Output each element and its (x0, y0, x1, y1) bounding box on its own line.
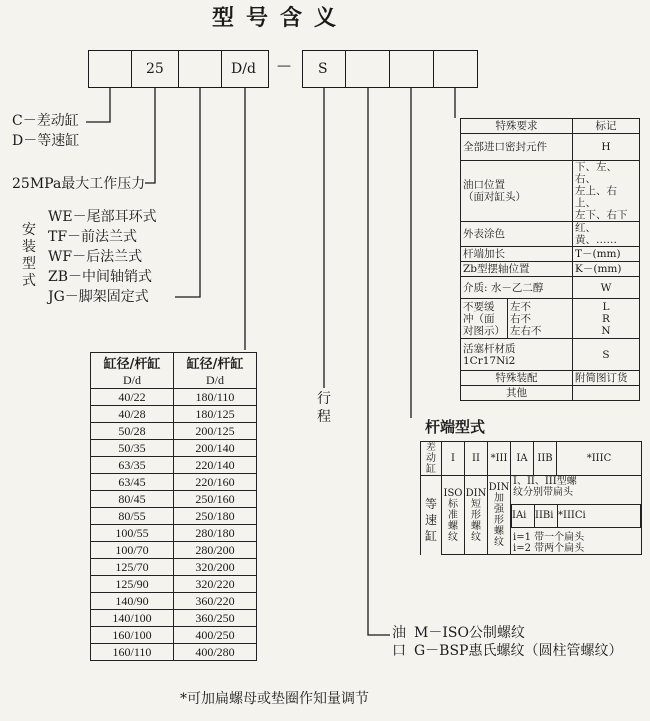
table-row: 100/55 280/180 (91, 525, 257, 542)
mount-item-wf: WF－后法兰式 (48, 249, 143, 265)
row-inlet: 全部进口密封元件 (461, 134, 573, 161)
footnote: *可加扁螺母或垫圈作知量调节 (180, 691, 369, 707)
table-row: 80/45 250/160 (91, 491, 257, 508)
row-cushion: 不要缓 冲（面 对图示） (461, 299, 508, 339)
table-row: 50/28 200/125 (91, 423, 257, 440)
pressure-label: 25MPa最大工作压力 (12, 176, 146, 192)
row-port-position: 油口位置 （面对缸头） (461, 161, 573, 222)
stroke-label-2: 程 (317, 409, 331, 425)
row-assembly: 特殊装配 (461, 371, 573, 386)
model-box-5: S (302, 50, 346, 88)
page-title: 型号含义 (212, 6, 349, 31)
table-row: 125/90 320/220 (91, 576, 257, 593)
type-d-label: D－等速缸 (12, 133, 80, 149)
diff-cylinder-label: 差 动 缸 (421, 442, 442, 476)
row-paint: 外表涂色 (461, 222, 573, 247)
rod-end-title: 杆端型式 (425, 418, 486, 436)
mount-item-tf: TF－前法兰式 (48, 229, 138, 245)
stroke-label-1: 行 (317, 391, 331, 407)
table-row: 40/22 180/110 (91, 389, 257, 406)
table-row: 63/45 220/160 (91, 474, 257, 491)
row-zb-position: Zb型摆轴位置 (461, 262, 573, 277)
type-c-label: C－差动缸 (12, 113, 79, 129)
table-row: 160/110 400/280 (91, 644, 257, 661)
bore-header-2: 缸径/杆缸 (174, 353, 257, 373)
row-rod-extension: 杆端加长 (461, 247, 573, 262)
model-dash: — (277, 58, 291, 74)
mount-item-zb: ZB－中间轴销式 (48, 269, 153, 285)
oil-port-m: M－ISO公制螺纹 (414, 625, 525, 641)
table-row: 50/35 200/140 (91, 440, 257, 457)
model-box-4: D/d (221, 50, 269, 88)
table-row: 100/70 280/200 (91, 542, 257, 559)
table-row: 160/100 400/250 (91, 627, 257, 644)
rod-end-table: 差 动 缸 I II *III IA IIB *IIIC ISO 标 准 螺 纹 DIN 短 形 螺 纹 DIN 加 强 形 螺 纹 I、II、III型螺 纹分别带扁头 IAi IIBi *IIICi i=1 带一个扁头 i=2 带两个扁头 (420, 441, 642, 555)
oil-port-g: G－BSP惠氏螺纹（圆柱管螺纹） (414, 643, 623, 659)
model-box-2: 25 (131, 50, 179, 88)
row-piston-material: 活塞杆材质 1Cr17Ni2 (461, 339, 573, 371)
iso-cell: ISO 标 准 螺 纹 (442, 476, 465, 555)
mount-item-jg: JG－脚架固定式 (48, 289, 149, 305)
din-short-cell: DIN 短 形 螺 纹 (465, 476, 488, 555)
mount-item-we: WE－尾部耳环式 (48, 209, 157, 225)
bore-header-1: 缸径/杆缸 (91, 353, 174, 373)
table-row: 80/55 250/180 (91, 508, 257, 525)
special-requirements-table: 特殊要求 标记 全部进口密封元件 H 油口位置 （面对缸头） 下、左、右、 左上、右上、 左下、右下 外表涂色 红、黄、…… 杆端加长 T－(mm) Zb型摆轴位置 K－(mm) 介质: 水－乙二醇 W 不要缓 冲（面 对图示） 左不 右不 左右不 L R N 活塞杆材质 1Cr17Ni2 S 特殊装配 附简图订货 其他 (460, 118, 640, 401)
bore-rod-table: 缸径/杆缸 缸径/杆缸 D/d D/d 40/22 180/110 40/28 180/125 50/28 200/125 50/35 200/140 63/35 220/140 63/45 220/160 80/45 250/160 80/55 250/180 100/55 280/180 100/70 280/200 125/70 320/200 125/90 320/220 140/90 360/220 140/100 360/250 160/100 400/250 160/110 400/280 (90, 352, 257, 661)
table-row: 140/100 360/250 (91, 610, 257, 627)
table-row: 63/35 220/140 (91, 457, 257, 474)
row-medium: 介质: 水－乙二醇 (461, 277, 573, 299)
din-strong-cell: DIN 加 强 形 螺 纹 (488, 476, 511, 555)
table-row: 140/90 360/220 (91, 593, 257, 610)
row-other: 其他 (461, 386, 573, 401)
table-row: 40/28 180/125 (91, 406, 257, 423)
table-row: 125/70 320/200 (91, 559, 257, 576)
